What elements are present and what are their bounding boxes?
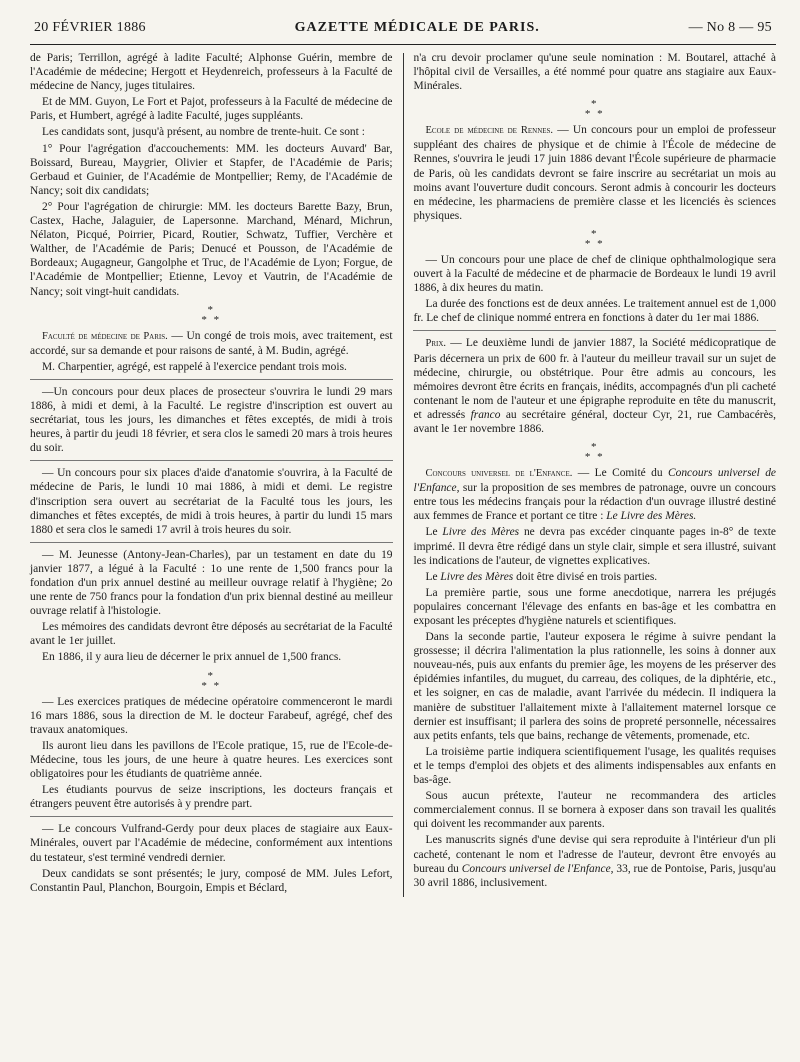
paragraph: — Les exercices pratiques de médecine opératoire commenceront le mardi 16 mars 1886, sous la direction de M. le docteur Farabeuf, agrégé, chef des travaux anatomiques. xyxy=(30,695,393,736)
paragraph: La troisième partie indiquera scientifiquement l'usage, les qualités requises et le temps d'emploi des objets et des aliments indispensables aux enfants en bas-âge. xyxy=(413,745,776,787)
paragraph: Les mémoires des candidats devront être déposés au secrétariat de la Faculté avant le 1er juillet. xyxy=(30,621,393,648)
paragraph: — M. Jeunesse (Antony-Jean-Charles), par un testament en date du 19 janvier 1877, a légué à la Faculté : 1o une rente de 1,500 francs pour la fondation d'un prix annuel destiné au meilleur ouvrage relatif à l'hygiène; 2o une rente de 750 francs pour la fondation d'un prix biennal destiné au meilleur ouvrage relatif à l'histologie. xyxy=(30,548,393,618)
italic-text: Concours universel de l'Enfance, xyxy=(413,467,776,495)
divider xyxy=(30,460,393,461)
italic-text: Livre des Mères xyxy=(440,570,514,583)
paragraph-text: sur la proposition de ses membres de patronage, ouvre un concours entre tous les médecins français pour la rédaction d'un ouvrage illustré destiné aux femmes de France et portant ce titre : xyxy=(413,482,776,523)
header-date: 20 FÉVRIER 1886 xyxy=(34,20,146,35)
paragraph: La durée des fonctions est de deux années. Le traitement annuel est de 1,000 fr. Le chef de clinique nommé entrera en fonctions à dater du 1er mai 1886. xyxy=(413,298,776,325)
paragraph xyxy=(413,466,776,523)
italic-text: Le Livre des Mères. xyxy=(606,510,697,523)
divider xyxy=(30,816,393,817)
paragraph: — Le concours Vulfrand-Gerdy pour deux places de stagiaire aux Eaux-Minérales, ouvert par l'Académie de médecine, conformément aux intentions du testateur, s'est terminé vendredi dernier. xyxy=(30,823,393,864)
section-heading: Concours universel de l'Enfance. xyxy=(425,468,573,480)
columns xyxy=(30,51,776,897)
section-stars: * * * xyxy=(201,303,222,326)
section-stars: * * * xyxy=(584,98,605,121)
section-heading: Ecole de médecine de Rennes. xyxy=(425,125,554,137)
paragraph: 1° Pour l'agrégation d'accouchements: MM. les docteurs Auvard' Bar, Boissard, Bureau, Maygrier, Olivier et Stapfer, de l'Académie de Paris; Gerbaud et Guinier, de l'Académie de Montpellier; Remy, de l'Académie de Nancy; soit dix candidats; xyxy=(30,142,393,197)
paragraph-text: — Le Comité du xyxy=(572,467,668,480)
divider xyxy=(413,330,776,331)
paragraph-text: au secrétaire général, docteur Cyr, 21, rue Cambacérès, avant le 1er novembre 1886. xyxy=(413,408,776,435)
header-number: — No 8 — 95 xyxy=(688,20,772,35)
italic-text: Concours universel de l'Enfance, xyxy=(461,862,614,875)
paragraph: Deux candidats se sont présentés; le jury, composé de MM. Jules Lefort, Constantin Paul, Planchon, Bourgoin, Empis et Béclard, xyxy=(30,867,393,894)
section-stars: * * * xyxy=(584,441,605,464)
paragraph-text: — Un congé de trois mois, avec traitement, est accordé, sur sa demande et pour raisons de santé, à M. Budin, agrégé. xyxy=(30,329,393,357)
paragraph-text: Le xyxy=(425,526,443,539)
italic-text: franco xyxy=(470,408,501,421)
paragraph xyxy=(413,833,776,889)
left-column xyxy=(30,51,403,897)
section-heading: Prix. xyxy=(425,338,447,350)
paragraph xyxy=(413,525,776,567)
paragraph-text: — Un concours pour un emploi de professeur suppléant des chaires de physique et de chimie à l'École de médecine de Rennes, s'ouvrira le jeudi 17 juin 1886 devant l'École supérieure de pharmacie de Paris, où les candidats devront se faire inscrire au secrétariat un mois au moins avant l'ouverture dudit concours. Seront admis à concourir les docteurs en médecine, les pharmaciens de première classe et les licenciés ès sciences physiques. xyxy=(413,124,776,222)
paragraph: de Paris; Terrillon, agrégé à ladite Faculté; Alphonse Guérin, membre de l'Académie de médecine; Hergott et Heydenreich, professeurs à la Faculté de médecine de Nancy, juges titulaires. xyxy=(30,52,393,93)
divider xyxy=(30,379,393,380)
paragraph: En 1886, il y aura lieu de décerner le prix annuel de 1,500 francs. xyxy=(42,651,342,664)
section-heading: Faculté de médecine de Paris. xyxy=(42,330,168,342)
paragraph: La première partie, sous une forme anecdotique, narrera les préjugés populaires concernant l'élevage des enfants en bas-âge et les combattra en exposant les préceptes d'hygiène naturels et scientifiques. xyxy=(413,586,776,627)
paragraph: — Un concours pour six places d'aide d'anatomie s'ouvrira, à la Faculté de médecine de Paris, le lundi 10 mai 1886, à midi et demi. Le registre d'inscription sera ouvert au secrétariat de la Faculté tous les jours, les dimanches et fêtes exceptés, de midi à trois heures, à partir du lundi 15 mars 1880 et sera clos le samedi 17 avril à trois heures du soir. xyxy=(30,467,393,536)
section-stars: * * * xyxy=(584,227,605,250)
paragraph xyxy=(413,570,776,584)
paragraph: Dans la seconde partie, l'auteur exposera le régime à suivre pendant la grossesse; il décrira l'alimentation la plus rationnelle, les soins à donner aux nouveau-nés, puis aux enfants du premier âge, les moyens de les préserver des épidémies infantiles, du muguet, du carreau, des coliques, de la diphtérie, etc., et les soigner, en cas de maladie, avant l'arrivée du médecin. Il indiquera la manière de substituer l'allaitement mixte à l'allaitement maternel lorsque ce dernier est insuffisant; il parlera des soins de propreté personnelle, nécessaires aux petits enfants, tels que bains, rechange de vêtements, promenade, etc. xyxy=(413,631,776,742)
paragraph: Les candidats sont, jusqu'à présent, au nombre de trente-huit. Ce sont : xyxy=(42,126,365,139)
paragraph: 2° Pour l'agrégation de chirurgie: MM. les docteurs Barette Bazy, Brun, Castex, Hache, Jalaguier, de Lapersonne. Marchand, Ménard, Michrun, Nélaton, Picqué, Poirrier, Picard, Routier, Schwatz, Tuffier, Verchère et Walther, de l'Académie de Paris; Denucé et Pousson, de l'Académie de Bordeaux; Augagneur, Gangolphe et Truc, de l'Académie de Lyon; Forgue, de l'Académie de Montpellier; Etienne, Levoy et Vautrin, de l'Académie de Nancy; soit vingt-huit candidats. xyxy=(30,200,393,298)
paragraph: M. Charpentier, agrégé, est rappelé à l'exercice pendant trois mois. xyxy=(42,360,347,373)
paragraph: Sous aucun prétexte, l'auteur ne recommandera des articles commercialement connus. Il se bornera à exposer dans son travail les qualités qui doivent les recommander aux parents. xyxy=(413,790,776,831)
page-header xyxy=(30,20,776,45)
paragraph-text: Le xyxy=(425,570,441,583)
divider xyxy=(30,542,393,543)
paragraph-text: ne devra pas excéder cinquante pages in-8° de texte imprimé. Il devra être rédigé dans un style clair, simple et sera illustré, suivant les indications de l'auteur, de vignettes explicatives. xyxy=(413,526,777,567)
paragraph-text: Les manuscrits signés d'une devise qui sera reproduite à l'intérieur d'un pli cacheté, contenant le nom et l'adresse de l'auteur, devront être envoyés au bureau du xyxy=(413,834,776,875)
paragraph-text: — Le deuxième lundi de janvier 1887, la Société médicopratique de Paris décernera un prix de 600 fr. à l'auteur du meilleur travail sur un sujet de médecine, chirurgie, ou obstétrique. Pour être admis au concours, les mémoires devront être écrits en français, inédits, accompagnés d'un pli cacheté contenant le nom de l'auteur et une épigraphe reproduite en tête du manuscrit, et adressés xyxy=(413,337,776,421)
paragraph: — Un concours pour une place de chef de clinique ophthalmologique sera ouvert à la Faculté de médecine et de pharmacie de Bordeaux le lundi 19 avril 1886, à dix heures du matin. xyxy=(413,253,776,295)
paragraph-text: 33, rue de Pontoise, Paris, jusqu'au 30 avril 1886, inclusivement. xyxy=(413,862,777,889)
paragraph xyxy=(30,329,393,358)
header-title: GAZETTE MÉDICALE DE PARIS. xyxy=(294,20,540,35)
paragraph xyxy=(413,336,776,436)
paragraph: Et de MM. Guyon, Le Fort et Pajot, professeurs à la Faculté de médecine de Paris, et Humbert, agrégé à ladite Faculté, juges suppléants. xyxy=(30,96,393,123)
paragraph: Ils auront lieu dans les pavillons de l'Ecole pratique, 15, rue de l'Ecole-de-Médecine, tous les jours, de une heure à quatre heures. Les exercices sont obligatoires pour les étudiants de quatrième année. xyxy=(30,739,393,781)
paragraph: Les étudiants pourvus de seize inscriptions, les docteurs français et étrangers peuvent être autorisés à y prendre part. xyxy=(30,784,393,811)
paragraph xyxy=(413,123,776,223)
paragraph-text: doit être divisé en trois parties. xyxy=(513,570,658,583)
italic-text: Livre des Mères xyxy=(442,526,520,539)
right-column xyxy=(403,51,776,897)
paragraph: —Un concours pour deux places de prosecteur s'ouvrira le lundi 29 mars 1886, à midi et demi, à la Faculté. Le registre d'inscription est ouvert au secrétariat, tous les jours, les dimanches et fêtes exceptés, de midi à trois heures, à partir du jeudi 18 février, et sera clos le samedi 20 mars à trois heures du soir. xyxy=(30,385,393,455)
paragraph: n'a cru devoir proclamer qu'une seule nomination : M. Boutarel, attaché à l'hôpital civil de Versailles, a été nommé pour quatre ans stagiaire aux Eaux-Minérales. xyxy=(413,52,776,93)
section-stars: * * * xyxy=(201,669,222,692)
